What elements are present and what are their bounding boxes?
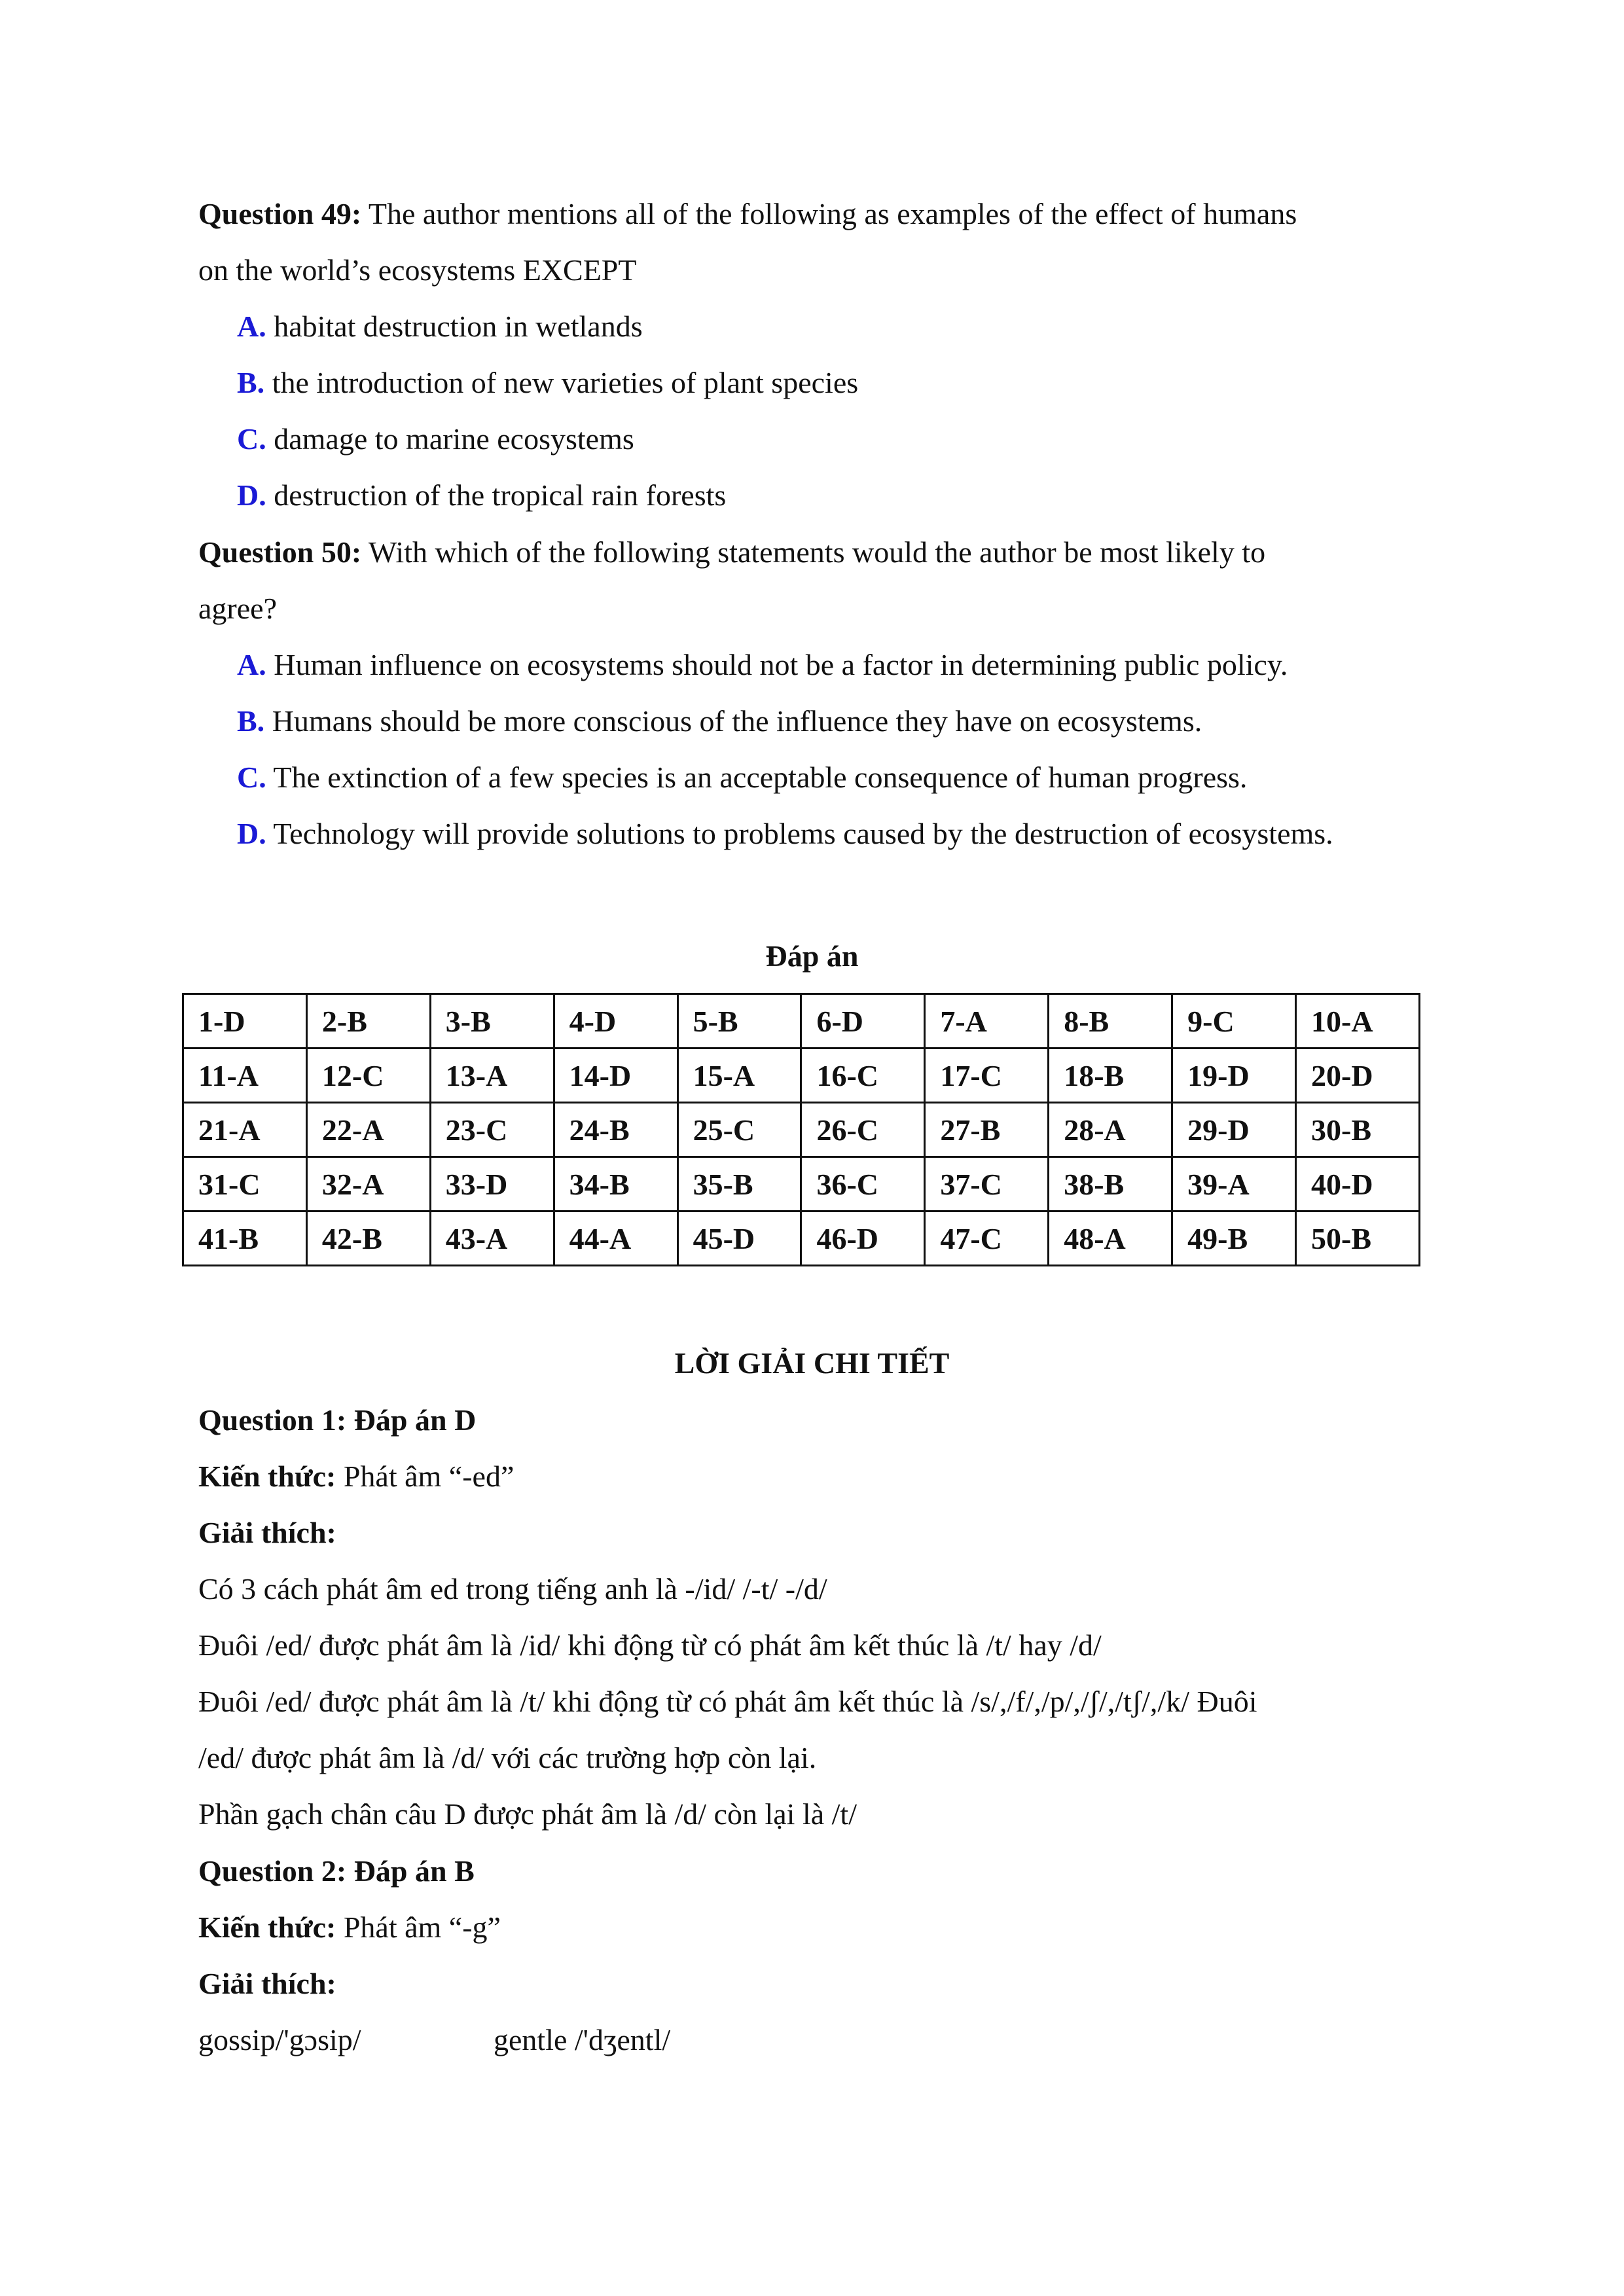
answer-cell: 10-A: [1296, 994, 1420, 1049]
answer-cell: 28-A: [1049, 1103, 1172, 1157]
answer-cell: 45-D: [677, 1211, 801, 1266]
q50-stem-line2: agree?: [198, 592, 277, 625]
q49-stem-line2: on the world’s ecosystems EXCEPT: [198, 253, 637, 287]
q2-knowledge: [198, 1909, 501, 1946]
answer-cell: 16-C: [801, 1049, 925, 1103]
answer-cell: 50-B: [1296, 1211, 1420, 1266]
answer-cell: 11-A: [183, 1049, 307, 1103]
answer-cell: 8-B: [1049, 994, 1172, 1049]
option-letter: B.: [237, 704, 265, 738]
q2-word-1: gossip/'gɔsip/: [198, 2023, 361, 2056]
answer-cell: 15-A: [677, 1049, 801, 1103]
q49-option-c: [237, 420, 634, 458]
answer-cell: 40-D: [1296, 1157, 1420, 1211]
answer-cell: 38-B: [1049, 1157, 1172, 1211]
q50-stem-text: With which of the following statements would the author be most likely to: [361, 535, 1266, 569]
answer-cell: 44-A: [554, 1211, 677, 1266]
answer-row: [183, 994, 1420, 1049]
answer-cell: 19-D: [1172, 1049, 1296, 1103]
option-letter: D.: [237, 478, 266, 512]
answer-cell: 30-B: [1296, 1103, 1420, 1157]
answer-cell: 36-C: [801, 1157, 925, 1211]
q50-option-d: [237, 815, 1333, 853]
answer-cell: 5-B: [677, 994, 801, 1049]
answer-cell: 3-B: [430, 994, 554, 1049]
q2-heading: Question 2: Đáp án B: [198, 1854, 475, 1888]
answer-cell: 34-B: [554, 1157, 677, 1211]
q49-label: Question 49:: [198, 197, 362, 230]
answer-cell: 41-B: [183, 1211, 307, 1266]
option-letter: A.: [237, 648, 266, 681]
answer-cell: 47-C: [925, 1211, 1049, 1266]
answer-cell: 26-C: [801, 1103, 925, 1157]
q49-stem-text: The author mentions all of the following as examples of the effect of humans: [361, 197, 1297, 230]
option-text: destruction of the tropical rain forests: [266, 478, 727, 512]
q1-explain-line: Đuôi /ed/ được phát âm là /id/ khi động từ có phát âm kết thúc là /t/ hay /d/: [198, 1628, 1102, 1662]
answer-cell: 32-A: [306, 1157, 430, 1211]
option-text: The extinction of a few species is an acceptable consequence of human progress.: [266, 761, 1248, 794]
solutions-title: LỜI GIẢI CHI TIẾT: [674, 1346, 950, 1380]
option-text: Humans should be more conscious of the influence they have on ecosystems.: [264, 704, 1202, 738]
answer-cell: 22-A: [306, 1103, 430, 1157]
answer-row: [183, 1049, 1420, 1103]
answer-cell: 48-A: [1049, 1211, 1172, 1266]
answer-row: [183, 1103, 1420, 1157]
answer-cell: 37-C: [925, 1157, 1049, 1211]
answer-row: [183, 1157, 1420, 1211]
answer-cell: 2-B: [306, 994, 430, 1049]
q1-explain-line: Phần gạch chân câu D được phát âm là /d/ còn lại là /t/: [198, 1797, 857, 1831]
answer-cell: 17-C: [925, 1049, 1049, 1103]
option-text: Technology will provide solutions to problems caused by the destruction of ecosystems.: [266, 817, 1333, 850]
q49-option-d: [237, 476, 726, 514]
answer-cell: 46-D: [801, 1211, 925, 1266]
option-letter: B.: [237, 366, 265, 399]
q1-explain-line: Có 3 cách phát âm ed trong tiếng anh là -/id/ /-t/ -/d/: [198, 1572, 827, 1605]
answer-cell: 23-C: [430, 1103, 554, 1157]
answer-cell: 27-B: [925, 1103, 1049, 1157]
option-letter: D.: [237, 817, 266, 850]
answer-key-table: [182, 993, 1420, 1266]
q49-option-a: [237, 308, 643, 346]
q1-knowledge: [198, 1458, 514, 1496]
answer-cell: 25-C: [677, 1103, 801, 1157]
answer-cell: 9-C: [1172, 994, 1296, 1049]
q2-explain-label: Giải thích:: [198, 1967, 336, 2000]
knowledge-label: Kiến thức:: [198, 1460, 336, 1493]
answer-cell: 39-A: [1172, 1157, 1296, 1211]
answer-cell: 18-B: [1049, 1049, 1172, 1103]
answer-cell: 12-C: [306, 1049, 430, 1103]
answer-cell: 4-D: [554, 994, 677, 1049]
q1-explain-label: Giải thích:: [198, 1516, 336, 1549]
answer-cell: 33-D: [430, 1157, 554, 1211]
q50-option-b: [237, 702, 1202, 740]
q1-heading: Question 1: Đáp án D: [198, 1403, 477, 1437]
q50-option-a: [237, 646, 1288, 684]
answer-cell: 42-B: [306, 1211, 430, 1266]
q1-explain-line: Đuôi /ed/ được phát âm là /t/ khi động từ có phát âm kết thúc là /s/,/f/,/p/,/ʃ/,/tʃ/,/k/ Đuôi: [198, 1685, 1257, 1718]
option-letter: C.: [237, 761, 266, 794]
option-text: Human influence on ecosystems should not be a factor in determining public policy.: [266, 648, 1288, 681]
answer-cell: 6-D: [801, 994, 925, 1049]
answer-cell: 14-D: [554, 1049, 677, 1103]
q50-option-c: [237, 759, 1247, 797]
option-text: habitat destruction in wetlands: [266, 310, 643, 343]
option-letter: C.: [237, 422, 266, 456]
knowledge-text: Phát âm “-ed”: [336, 1460, 514, 1493]
answer-cell: 43-A: [430, 1211, 554, 1266]
option-text: the introduction of new varieties of plant species: [264, 366, 859, 399]
option-letter: A.: [237, 310, 266, 343]
q2-word-2: gentle /'dʒentl/: [494, 2023, 671, 2056]
answer-cell: 31-C: [183, 1157, 307, 1211]
answer-cell: 35-B: [677, 1157, 801, 1211]
q49-option-b: [237, 364, 858, 402]
knowledge-text: Phát âm “-g”: [336, 1910, 501, 1944]
answer-cell: 21-A: [183, 1103, 307, 1157]
answer-cell: 29-D: [1172, 1103, 1296, 1157]
answer-row: [183, 1211, 1420, 1266]
option-text: damage to marine ecosystems: [266, 422, 634, 456]
answer-cell: 7-A: [925, 994, 1049, 1049]
answer-cell: 24-B: [554, 1103, 677, 1157]
q49-stem-line1: [198, 195, 1297, 233]
answer-cell: 49-B: [1172, 1211, 1296, 1266]
answer-cell: 1-D: [183, 994, 307, 1049]
q50-label: Question 50:: [198, 535, 362, 569]
q1-explain-line: /ed/ được phát âm là /d/ với các trường hợp còn lại.: [198, 1741, 817, 1774]
answer-cell: 13-A: [430, 1049, 554, 1103]
knowledge-label: Kiến thức:: [198, 1910, 336, 1944]
answer-key-title: Đáp án: [765, 939, 859, 973]
answer-cell: 20-D: [1296, 1049, 1420, 1103]
q50-stem-line1: [198, 533, 1265, 571]
